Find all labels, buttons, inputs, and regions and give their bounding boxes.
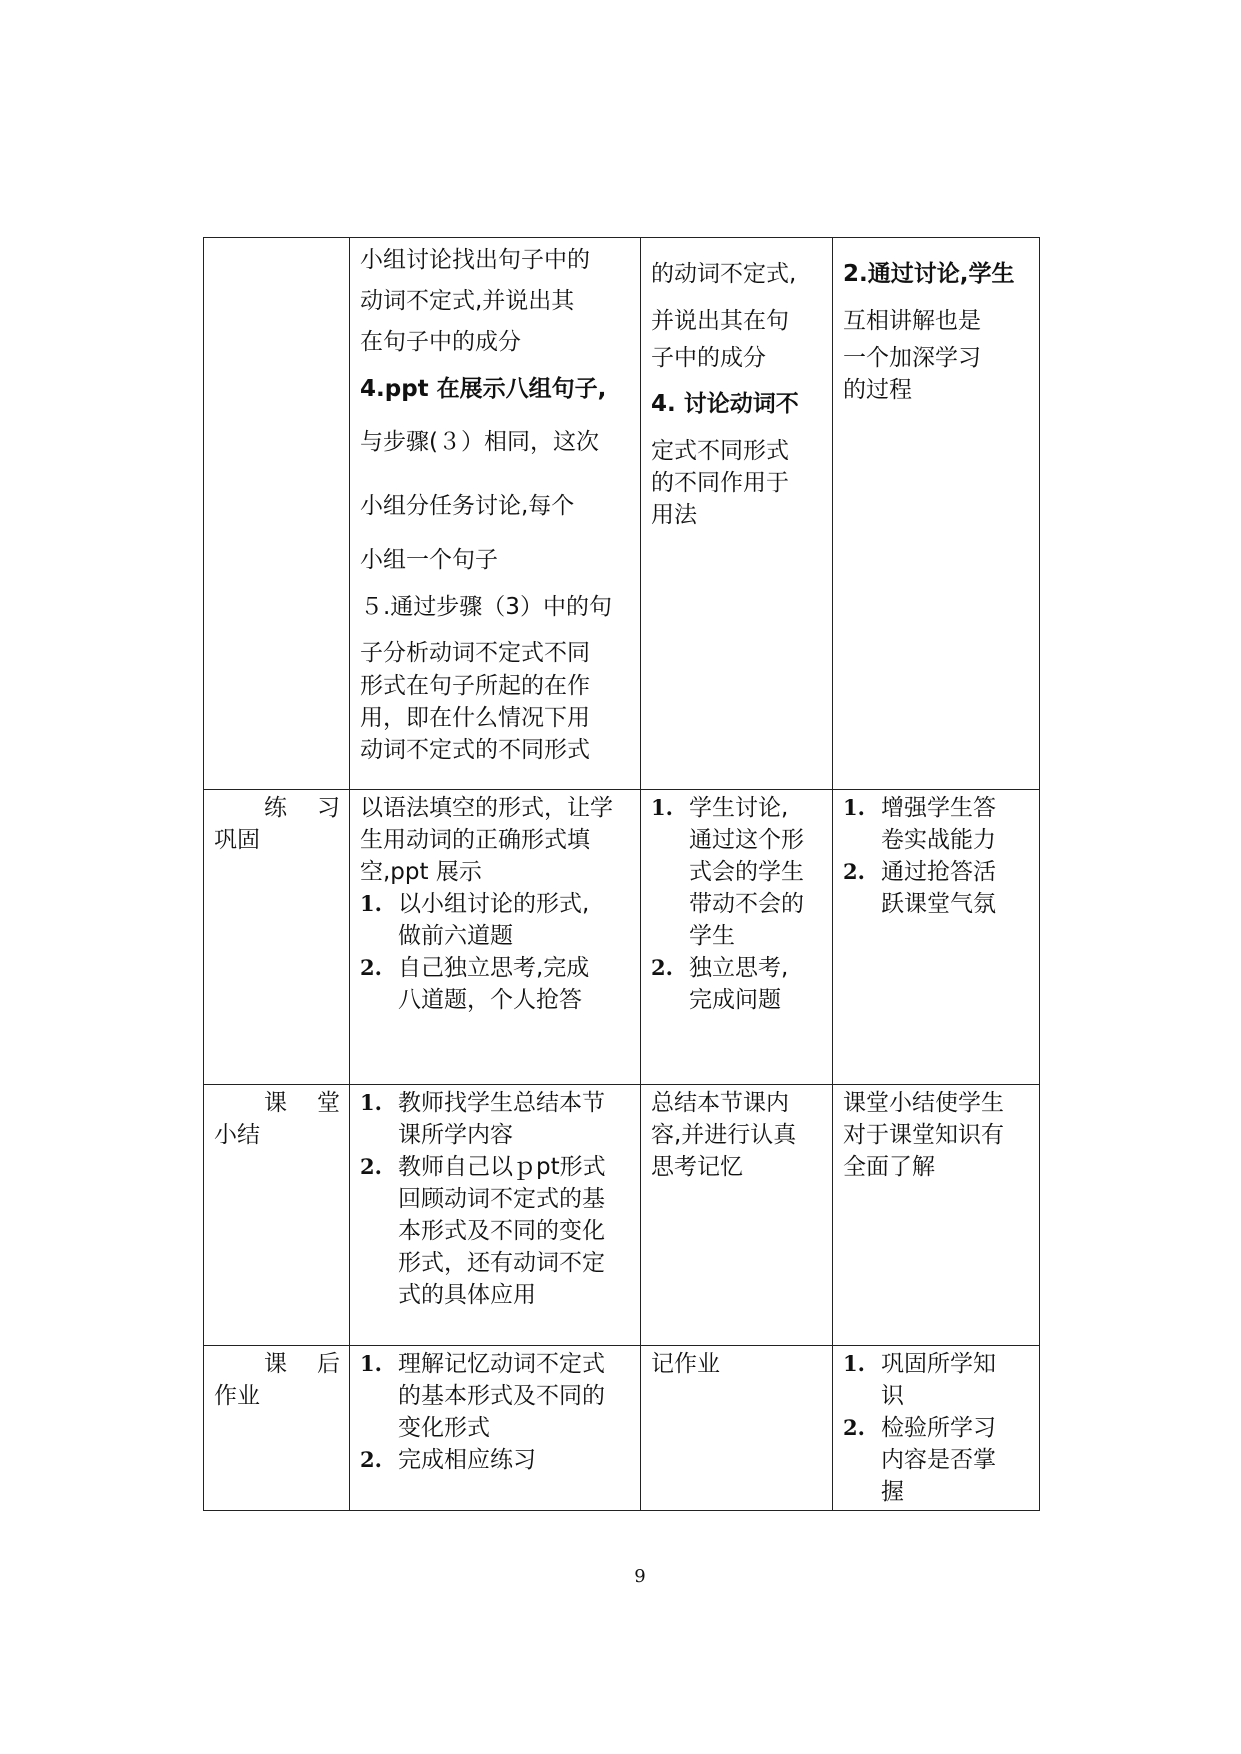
student-line: 定式不同形式 (651, 438, 789, 464)
student-line: 记作业 (651, 1351, 720, 1377)
teacher-line: 以语法填空的形式，让学 (360, 795, 613, 821)
list-number: 1. (651, 795, 673, 820)
teacher-line: 小组分任务讨论,每个 (360, 493, 575, 519)
student-line: 的动词不定式, (651, 261, 797, 287)
page-number: 9 (634, 1566, 646, 1587)
teacher-activity-cell (350, 790, 641, 1085)
list-line: 学生 (689, 923, 735, 949)
stage-cell-empty (204, 238, 350, 790)
list-line: 理解记忆动词不定式 (398, 1351, 605, 1377)
teacher-line: ５.通过步骤（3）中的句 (360, 594, 612, 620)
list-line: 的基本形式及不同的 (398, 1383, 605, 1409)
stage-label-bottom: 小结 (214, 1122, 260, 1148)
teacher-line: 小组一个句子 (360, 547, 498, 573)
list-line: 巩固所学知 (881, 1351, 996, 1377)
list-line: 握 (881, 1479, 904, 1505)
stage-label-bottom: 巩固 (214, 827, 260, 853)
list-line: 识 (881, 1383, 904, 1409)
teacher-line: 动词不定式,并说出其 (360, 288, 575, 314)
intent-line: 的过程 (843, 377, 912, 403)
list-line: 独立思考, (689, 955, 789, 981)
teacher-line: 在句子中的成分 (360, 329, 521, 355)
student-line: 子中的成分 (651, 345, 766, 371)
table-row-continuation (204, 238, 1040, 790)
student-activity-cell (641, 1346, 833, 1511)
list-line: 式会的学生 (689, 859, 804, 885)
intent-line: 一个加深学习 (843, 345, 981, 371)
list-line: 学生讨论, (689, 795, 789, 821)
intent-line: 2.通过讨论,学生 (843, 261, 1015, 287)
student-line: 4. 讨论动词不 (651, 391, 799, 417)
stage-label-bottom: 作业 (214, 1383, 260, 1409)
list-line: 本形式及不同的变化 (398, 1218, 605, 1244)
teacher-line: 动词不定式的不同形式 (360, 737, 590, 763)
list-item (651, 792, 823, 952)
teacher-line: 生用动词的正确形式填 (360, 827, 590, 853)
list-line: 检验所学习 (881, 1415, 996, 1441)
table-row-homework (204, 1346, 1040, 1511)
list-line: 自己独立思考,完成 (398, 955, 590, 981)
teacher-line: 子分析动词不定式不同 (360, 640, 590, 666)
list-line: 卷实战能力 (881, 827, 996, 853)
list-line: 通过这个形 (689, 827, 804, 853)
stage-label-top: 练 习 (264, 795, 340, 821)
design-intent-cell (833, 1085, 1040, 1346)
teacher-activity-cell (350, 1085, 641, 1346)
teacher-line: 小组讨论找出句子中的 (360, 247, 590, 273)
teacher-activity-cell (350, 238, 641, 790)
design-intent-cell (833, 238, 1040, 790)
list-line: 课所学内容 (398, 1122, 513, 1148)
teacher-activity-cell (350, 1346, 641, 1511)
student-line: 容,并进行认真 (651, 1122, 797, 1148)
list-item (360, 1348, 631, 1444)
list-number: 1. (360, 891, 382, 916)
table-row-summary (204, 1085, 1040, 1346)
list-line: 教师找学生总结本节 (398, 1090, 605, 1116)
list-number: 1. (843, 795, 865, 820)
teacher-line: 用，即在什么情况下用 (360, 705, 590, 731)
list-line: 以小组讨论的形式, (398, 891, 590, 917)
list-item (843, 792, 1030, 856)
list-item (360, 1444, 631, 1476)
intent-line: 互相讲解也是 (843, 308, 981, 334)
student-activity-cell (641, 1085, 833, 1346)
stage-label-top: 课 堂 (264, 1090, 340, 1116)
list-item (360, 888, 631, 952)
list-number: 2. (360, 955, 382, 980)
list-item (360, 1087, 631, 1151)
stage-cell-summary (204, 1085, 350, 1346)
stage-cell-practice (204, 790, 350, 1085)
list-item (843, 1412, 1030, 1508)
table-row-practice (204, 790, 1040, 1085)
list-number: 1. (843, 1351, 865, 1376)
list-number: 2. (843, 859, 865, 884)
list-line: 八道题，个人抢答 (398, 987, 582, 1013)
student-line: 总结本节课内 (651, 1090, 789, 1116)
list-line: 形式，还有动词不定 (398, 1250, 605, 1276)
list-line: 带动不会的 (689, 891, 804, 917)
intent-line: 全面了解 (843, 1154, 935, 1180)
teacher-line: 4.ppt 在展示八组句子, (360, 376, 607, 402)
list-item (843, 856, 1030, 920)
list-line: 变化形式 (398, 1415, 490, 1441)
list-line: 完成问题 (689, 987, 781, 1013)
list-number: 2. (651, 955, 673, 980)
list-number: 1. (360, 1090, 382, 1115)
student-line: 用法 (651, 502, 697, 528)
list-line: 教师自己以ｐpt形式 (398, 1154, 606, 1180)
stage-cell-homework (204, 1346, 350, 1511)
design-intent-cell (833, 1346, 1040, 1511)
list-line: 跃课堂气氛 (881, 891, 996, 917)
teacher-line: 形式在句子所起的在作 (360, 673, 590, 699)
list-line: 做前六道题 (398, 923, 513, 949)
list-item (651, 952, 823, 1016)
lesson-plan-table (203, 237, 1040, 1511)
list-number: 2. (843, 1415, 865, 1440)
list-item (360, 1151, 631, 1311)
list-item (360, 952, 631, 1016)
intent-line: 对于课堂知识有 (843, 1122, 1004, 1148)
list-line: 通过抢答活 (881, 859, 996, 885)
teacher-line: 空,ppt 展示 (360, 859, 482, 885)
list-line: 增强学生答 (881, 795, 996, 821)
student-line: 的不同作用于 (651, 470, 789, 496)
student-activity-cell (641, 238, 833, 790)
stage-label-top: 课 后 (264, 1351, 340, 1377)
teacher-line: 与步骤(３）相同，这次 (360, 429, 599, 455)
list-number: 2. (360, 1447, 382, 1472)
list-number: 1. (360, 1351, 382, 1376)
list-line: 内容是否掌 (881, 1447, 996, 1473)
list-line: 式的具体应用 (398, 1282, 536, 1308)
student-line: 并说出其在句 (651, 308, 789, 334)
list-number: 2. (360, 1154, 382, 1179)
list-line: 回顾动词不定式的基 (398, 1186, 605, 1212)
design-intent-cell (833, 790, 1040, 1085)
student-activity-cell (641, 790, 833, 1085)
list-line: 完成相应练习 (398, 1447, 536, 1473)
student-line: 思考记忆 (651, 1154, 743, 1180)
list-item (843, 1348, 1030, 1412)
intent-line: 课堂小结使学生 (843, 1090, 1004, 1116)
